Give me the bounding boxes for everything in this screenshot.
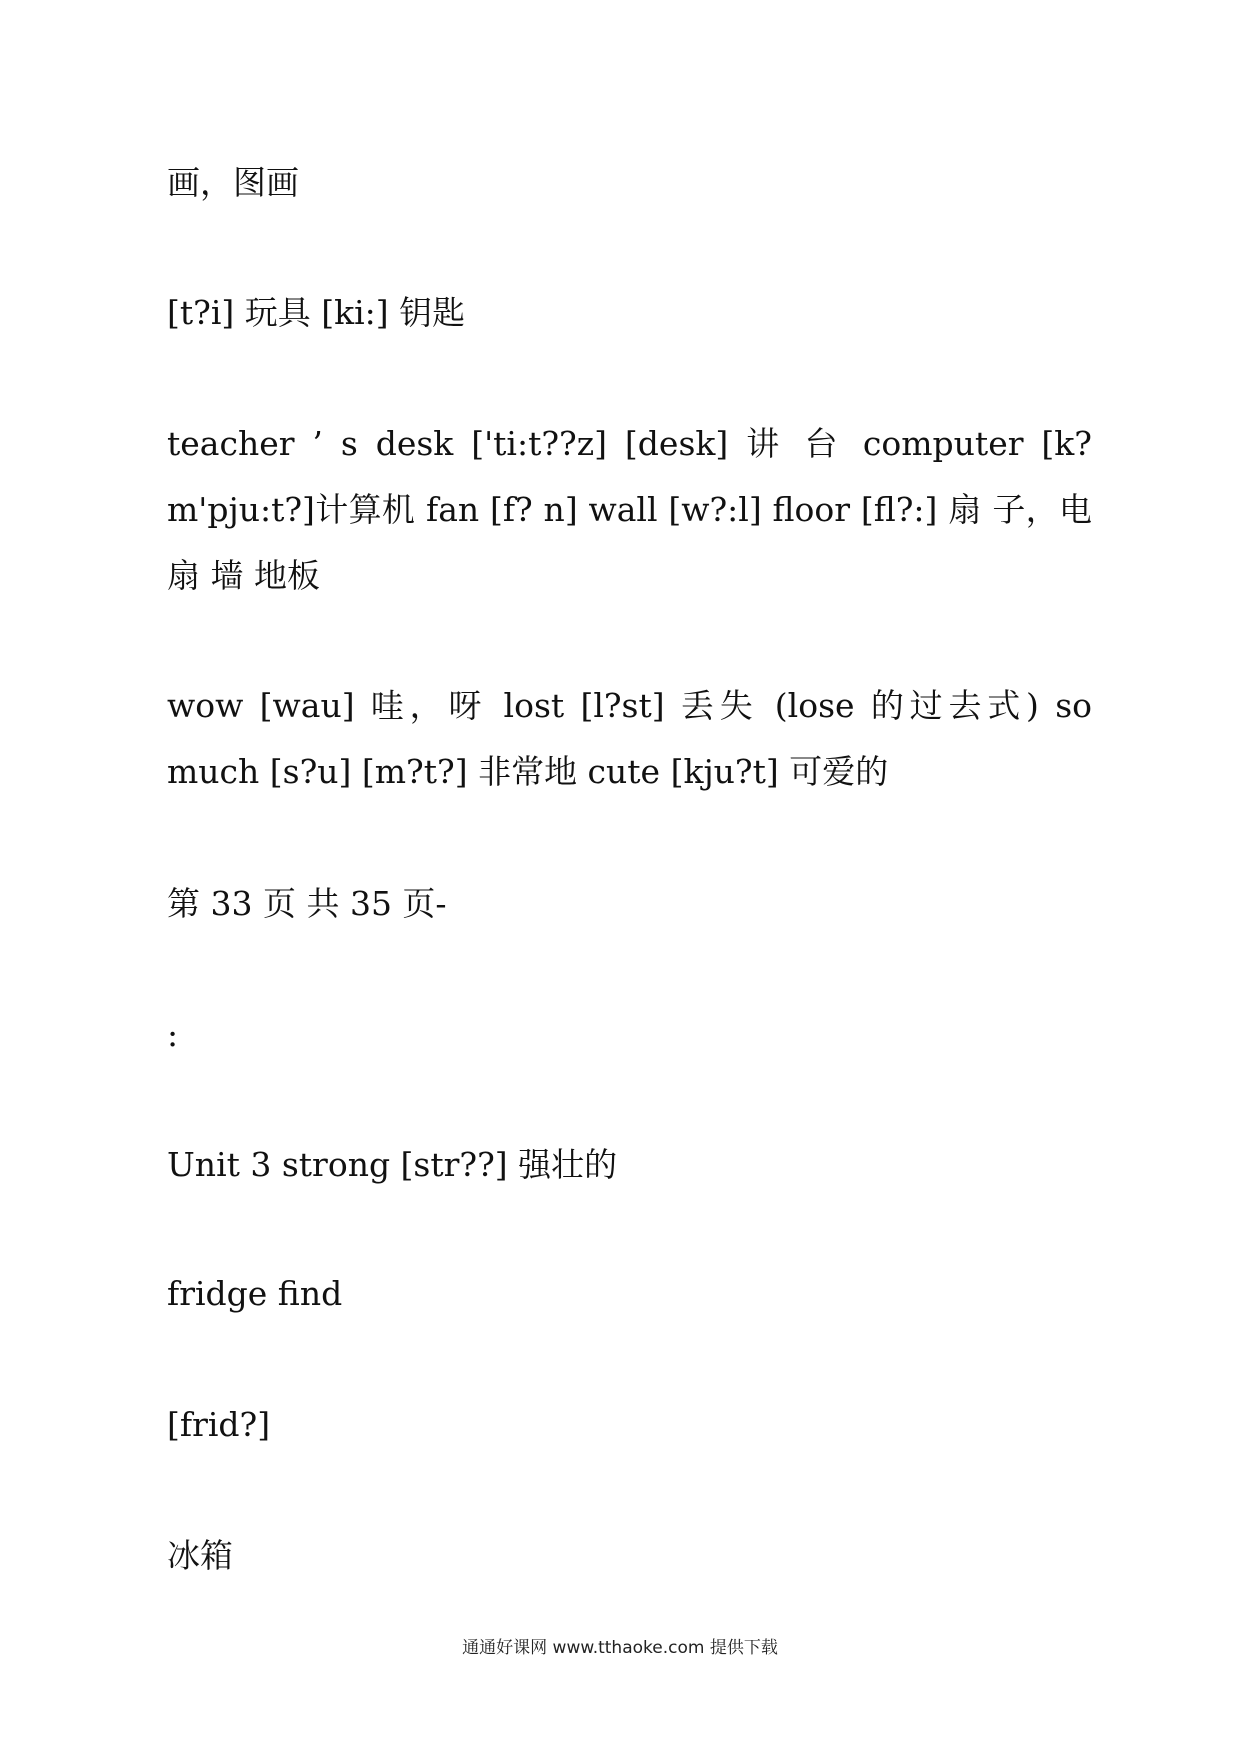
vocab-line-fridge-find: fridge find [167,1274,343,1313]
separator-colon: : [167,1015,179,1054]
meaning-fridge: 冰箱 [167,1536,233,1575]
page-footer: 通通好课网 www.tthaoke.com 提供下载 [462,1638,778,1658]
page-number-line: 第 33 页 共 35 页- [167,884,447,923]
phonetic-fridge: [frid?] [167,1405,271,1444]
vocab-line-picture: 画，图画 [167,163,299,202]
vocab-line-classroom-items: teacher ’ s desk ['ti:t??z] [desk] 讲 台 computer [k?m'pju:t?]计算机 fan [f? n] wall [w?:l] floor [fl?:] 扇 子，电扇 墙 地板 [167,424,1092,595]
vocab-line-wow-lost-cute: wow [wau] 哇，呀 lost [l?st] 丢失 (lose 的过去式) so much [s?u] [m?t?] 非常地 cute [kju?t] 可爱的 [167,686,1092,791]
unit-3-heading-line: Unit 3 strong [str??] 强壮的 [167,1145,618,1184]
vocab-line-toy-key: [t?i] 玩具 [ki:] 钥匙 [167,293,466,332]
